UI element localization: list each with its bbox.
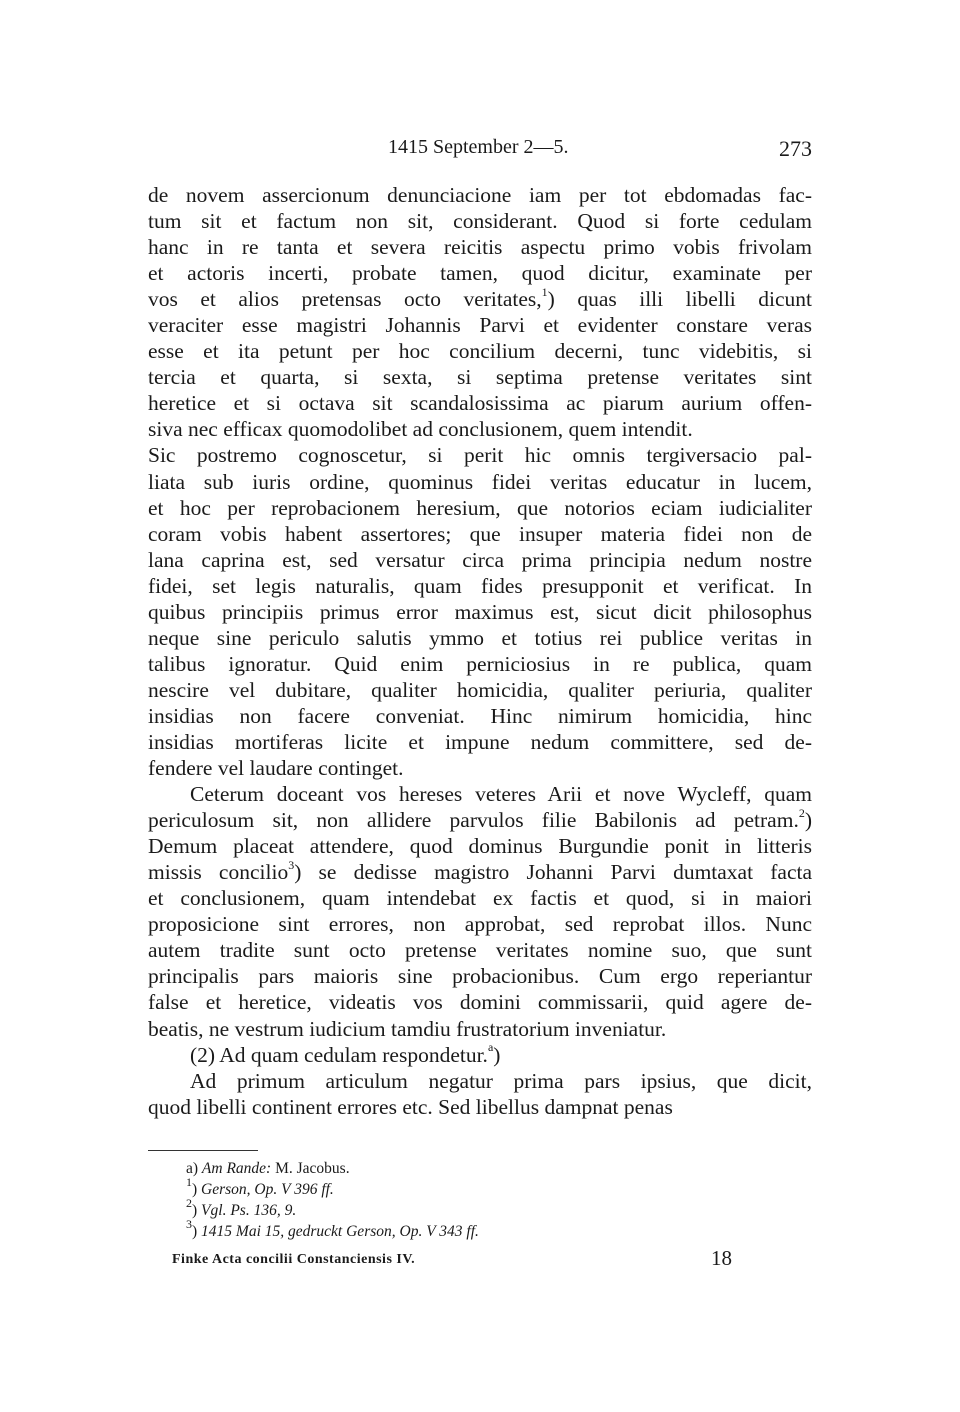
text-segment: ) — [493, 1042, 501, 1067]
text-line: de novem assercionum denunciacione iam per tot ebdomadas fac- — [148, 183, 812, 207]
text-segment: (2) Ad quam cedulam respondetur. — [190, 1042, 488, 1067]
footnote — [186, 1174, 806, 1200]
footnote-reference: a — [487, 1040, 494, 1055]
footnote-reference: 1 — [541, 285, 548, 300]
text-line: insidias non facere conveniat. Hinc nimirum homicidia, hinc — [148, 703, 812, 728]
footnote-mark: a) — [186, 1160, 199, 1177]
text-line: quod libelli continent errores etc. Sed libellus dampnat penas — [148, 1094, 673, 1119]
text-line: coram vobis habent assertores; que insuper materia fidei non de — [148, 521, 812, 546]
text-line: et actoris incerti, probate tamen, quod dicitur, examinate per — [148, 261, 812, 286]
text-line: esse et ita petunt per hoc concilium decerni, tunc videbitis, si — [148, 339, 812, 364]
running-head — [148, 136, 812, 166]
text-line — [148, 859, 812, 885]
text-line — [148, 286, 812, 312]
text-segment: ) se dedisse magistro Johanni Parvi dumtaxat facta — [294, 860, 812, 885]
text-line: false et heretice, videatis vos domini commissarii, quid agere de- — [148, 990, 812, 1015]
page-number: 273 — [779, 136, 812, 161]
footnote-mark-close: ) — [192, 1223, 198, 1240]
footnotes — [186, 1158, 806, 1242]
text-line: principalis pars maioris sine probacionibus. Cum ergo reperiantur — [148, 964, 812, 989]
text-line: tercia et quarta, si sexta, si septima pretense veritates sint — [148, 365, 812, 390]
text-line: lana caprina est, sed versatur circa prima principia nedum nostre — [148, 547, 812, 572]
text-line: heretice et si octava sit scandalosissima ac piarum aurium offen- — [148, 391, 812, 416]
footnote-rule — [148, 1150, 258, 1151]
footnote-mark: 1 — [186, 1174, 192, 1189]
footnote-mark: 2 — [186, 1195, 192, 1210]
text-line: liata sub iuris ordine, quominus fidei veritas educatur in lucem, — [148, 469, 812, 494]
text-line: tum sit et factum non sit, considerant. Quod si forte cedulam — [148, 209, 812, 234]
text-line: fidei, set legis naturalis, quam fides presupponit et verificat. In — [148, 573, 812, 598]
footnote — [186, 1158, 806, 1179]
text-segment: ) — [804, 808, 812, 833]
page-footer — [172, 1246, 732, 1274]
text-segment: ) quas illi libelli dicunt — [547, 287, 812, 312]
footnote-text-italic: Vgl. Ps. 136, 9. — [201, 1202, 297, 1219]
signature-line: Finke Acta concilii Constanciensis IV. — [172, 1252, 416, 1267]
footnote-mark-close: ) — [192, 1202, 198, 1219]
text-line: insidias mortiferas licite et impune nedum committere, sed de- — [148, 729, 812, 754]
text-line: talibus ignoratur. Quid enim perniciosius in re publica, quam — [148, 651, 812, 676]
footnote-text-italic: Gerson, Op. V 396 ff. — [201, 1181, 334, 1198]
footnote-text: M. Jacobus. — [271, 1160, 350, 1177]
text-segment: vos et alios pretensas octo veritates, — [148, 287, 542, 312]
text-line: beatis, ne vestrum iudicium tamdiu frustratorium inveniatur. — [148, 1016, 667, 1041]
text-line: proposicione sint errores, non approbat, sed reprobat illos. Nunc — [148, 912, 812, 937]
text-line: siva nec efficax quomodolibet ad conclusionem, quem intendit. — [148, 417, 693, 442]
body-text — [148, 182, 812, 1120]
text-line — [148, 1042, 812, 1068]
text-line: Demum placeat attendere, quod dominus Burgundie ponit in litteris — [148, 834, 812, 859]
footnote — [186, 1195, 806, 1221]
text-line: fendere vel laudare continget. — [148, 756, 404, 781]
footnote-reference: 2 — [798, 805, 805, 820]
text-line: autem tradite sunt octo pretense veritates nomine suo, que sunt — [148, 938, 812, 963]
footnote — [186, 1216, 806, 1242]
text-segment: periculosum sit, non allidere parvulos filie Babilonis ad petram. — [148, 808, 799, 833]
text-line: neque sine periculo salutis ymmo et totius rei publice veritas in — [148, 625, 812, 650]
text-line: et conclusionem, quam intendebat ex factis et quod, si in maiori — [148, 886, 812, 911]
text-line: Ceterum doceant vos hereses veteres Arii et nove Wycleff, quam — [190, 782, 812, 807]
text-line — [148, 807, 812, 833]
footnote-reference: 3 — [288, 858, 295, 873]
text-line: hanc in re tanta et severa reicitis aspectu primo vobis frivolam — [148, 235, 812, 260]
text-line: quibus principiis primus error maximus est, sicut dicit philosophus — [148, 599, 812, 624]
text-line: et hoc per reprobacionem heresium, que notorios eciam iudicialiter — [148, 495, 812, 520]
text-line: Ad primum articulum negatur prima pars ipsius, que dicit, — [190, 1068, 812, 1093]
text-line: nescire vel dubitare, qualiter homicidia, qualiter periuria, qualiter — [148, 677, 812, 702]
text-line: Sic postremo cognoscetur, si perit hic omnis tergiversacio pal- — [148, 443, 812, 468]
text-segment: missis concilio — [148, 860, 289, 885]
running-head-date: 1415 September 2—5. — [388, 136, 569, 158]
footnote-mark: 3 — [186, 1216, 192, 1231]
signature-number: 18 — [711, 1246, 732, 1270]
footnote-text-italic: 1415 Mai 15, gedruckt Gerson, Op. V 343 ff. — [201, 1223, 479, 1240]
footnote-text-italic: Am Rande: — [201, 1160, 272, 1177]
text-line: veraciter esse magistri Johannis Parvi et evidenter constare veras — [148, 313, 812, 338]
footnote-mark-close: ) — [192, 1181, 198, 1198]
